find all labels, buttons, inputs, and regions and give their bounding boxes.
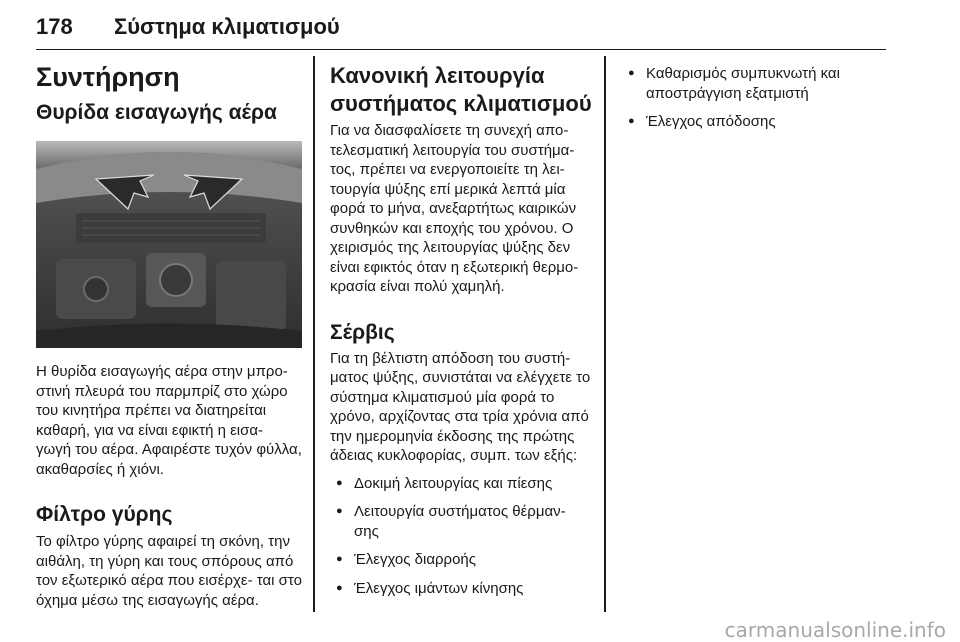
column-divider [313,56,315,612]
normal-operation-heading: Κανονική λειτουργία συστήματος κλιματισμού [330,63,592,116]
normal-operation-paragraph: Για να διασφαλίσετε τη συνεχή απο- τελεσματική λειτουργία του συστήμα- τος, πρέπει να ενεργοποιείτε τη λει- τουργία ψύξης επί μερικά λεπτά μία φορά το μήνα, ανεξαρτήτως καιρικών συνθηκών και εποχής του χρόνου. Ο χειρισμός της λειτουργίας ψύξης δεν είναι εφικτός όταν η εξωτερική θερμο- κρασία είναι πολύ χαμηλή. [330,122,579,295]
section-title: Συντήρηση [36,62,180,92]
list-item: ● Δοκιμή λειτουργίας και πίεσης [330,474,592,494]
column-divider [604,56,606,612]
service-bullet-list-continued [622,64,886,132]
column-middle [330,56,592,607]
subsection-title-pollen-filter: Φίλτρο γύρης [36,503,173,526]
list-item: ● Έλεγχος ιμάντων κίνησης [330,579,592,599]
list-item: ● Έλεγχος απόδοσης [622,112,886,132]
watermark: carmanualsonline.info [724,618,946,642]
list-item: ● Καθαρισμός συμπυκνωτή και αποστράγγιση εξατμιστή [622,64,886,103]
chapter-title: Σύστημα κλιματισμού [114,14,340,39]
column-right [622,56,886,141]
service-bullet-list [330,474,592,599]
engine-bay-photo-icon [36,141,302,348]
list-item: ● Λειτουργία συστήματος θέρμαν- σης [330,502,592,541]
list-item: ● Έλεγχος διαρροής [330,550,592,570]
page-number: 178 [36,14,73,39]
engine-bay-figure [36,141,302,348]
air-inlet-paragraph: Η θυρίδα εισαγωγής αέρα στην μπρο- στινή πλευρά του παρμπρίζ στο χώρο του κινητήρα πρέπει να διατηρείται καθαρή, για να είναι εφικτή η εισα- γωγή του αέρα. Αφαιρέστε τυχόν φύλλα, ακαθαρσίες ή χιόνι. [36,363,302,478]
service-heading: Σέρβις [330,320,395,344]
column-left [36,56,302,610]
pollen-filter-paragraph: Το φίλτρο γύρης αφαιρεί τη σκόνη, την αιθάλη, τη γύρη και τους σπόρους από τον εξωτερικό αέρα που εισέρχε- ται στο όχημα μέσω της εισαγωγής αέρα. [36,533,302,609]
page-header [36,6,886,50]
subsection-title-air-inlet: Θυρίδα εισαγωγής αέρα [36,101,277,124]
service-paragraph: Για τη βέλτιστη απόδοση του συστή- ματος ψύξης, συνιστάται να ελέγχετε το σύστημα κλιματισμού μία φορά το χρόνο, αρχίζοντας στα τρία χρόνια από την ημερομηνία έκδοσης της πρώτης άδειας κυκλοφορίας, συμπ. των εξής: [330,349,591,464]
